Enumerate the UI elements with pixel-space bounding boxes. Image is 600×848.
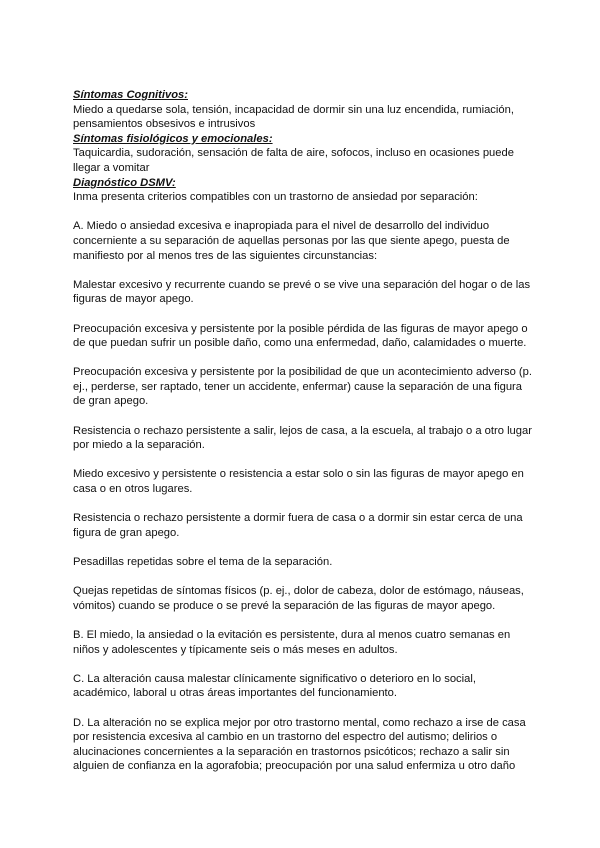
diagnosis-intro: Inma presenta criterios compatibles con un trastorno de ansiedad por separación: [73, 191, 478, 204]
diagnosis-heading: Diagnóstico DSMV: [73, 176, 176, 189]
cognitive-symptoms-heading: Síntomas Cognitivos: [73, 89, 188, 101]
criterion-item-3: Preocupación excesiva y persistente por la posibilidad de que un acontecimiento adverso (p. ej., perderse, ser raptado, tener un accidente, enfermar) cause la separación de una figura de gran apego. [73, 366, 532, 408]
criterion-item-8: Quejas repetidas de síntomas físicos (p. ej., dolor de cabeza, dolor de estómago, náuseas, vómitos) cuando se produce o se prevé la separación de las figuras de mayor apego. [73, 585, 524, 612]
criterion-c: C. La alteración causa malestar clínicamente significativo o deterioro en lo social, académico, laboral u otras áreas importantes del funcionamiento. [73, 672, 476, 700]
criterion-d: D. La alteración no se explica mejor por otro trastorno mental, como rechazo a irse de casa por resistencia excesiva al cambio en un trastorno del espectro del autismo; delirios o alucinaciones concernientes a la separación en trastornos psicóticos; rechazo a salir sin alguien de confianza en la agorafobia; preocupación por una salud enfermiza u otro daño [73, 716, 526, 773]
physiological-symptoms-text: Taquicardia, sudoración, sensación de falta de aire, sofocos, incluso en ocasiones puede llegar a vomitar [73, 147, 514, 174]
criterion-item-6: Resistencia o rechazo persistente a dormir fuera de casa o a dormir sin estar cerca de una figura de gran apego. [73, 512, 523, 539]
document-page [73, 88, 533, 789]
criterion-item-7: Pesadillas repetidas sobre el tema de la separación. [73, 556, 333, 568]
cognitive-symptoms-text: Miedo a quedarse sola, tensión, incapacidad de dormir sin una luz encendida, rumiación, pensamientos obsesivos e intrusivos [73, 103, 514, 131]
criterion-b: B. El miedo, la ansiedad o la evitación es persistente, dura al menos cuatro semanas en niños y adolescentes y típicamente seis o más meses en adultos. [73, 628, 511, 656]
criterion-item-4: Resistencia o rechazo persistente a salir, lejos de casa, a la escuela, al trabajo o a otro lugar por miedo a la separación. [73, 424, 532, 452]
physiological-symptoms-heading: Síntomas fisiológicos y emocionales: [73, 132, 273, 145]
criterion-item-1: Malestar excesivo y recurrente cuando se prevé o se vive una separación del hogar o de las figuras de mayor apego. [73, 278, 531, 306]
spacer [73, 205, 533, 220]
criterion-item-5: Miedo excesivo y persistente o resistencia a estar solo o sin las figuras de mayor apego en casa o en otros lugares. [73, 468, 524, 496]
criterion-a: A. Miedo o ansiedad excesiva e inapropiada para el nivel de desarrollo del individuo concerniente a su separación de aquellas personas por las que siente apego, puesta de manifiesto por al menos tres de las siguientes circunstancias: [73, 220, 510, 262]
criterion-item-2: Preocupación excesiva y persistente por la posible pérdida de las figuras de mayor apego o de que puedan sufrir un posible daño, como una enfermedad, daño, calamidades o muerte. [73, 322, 528, 350]
